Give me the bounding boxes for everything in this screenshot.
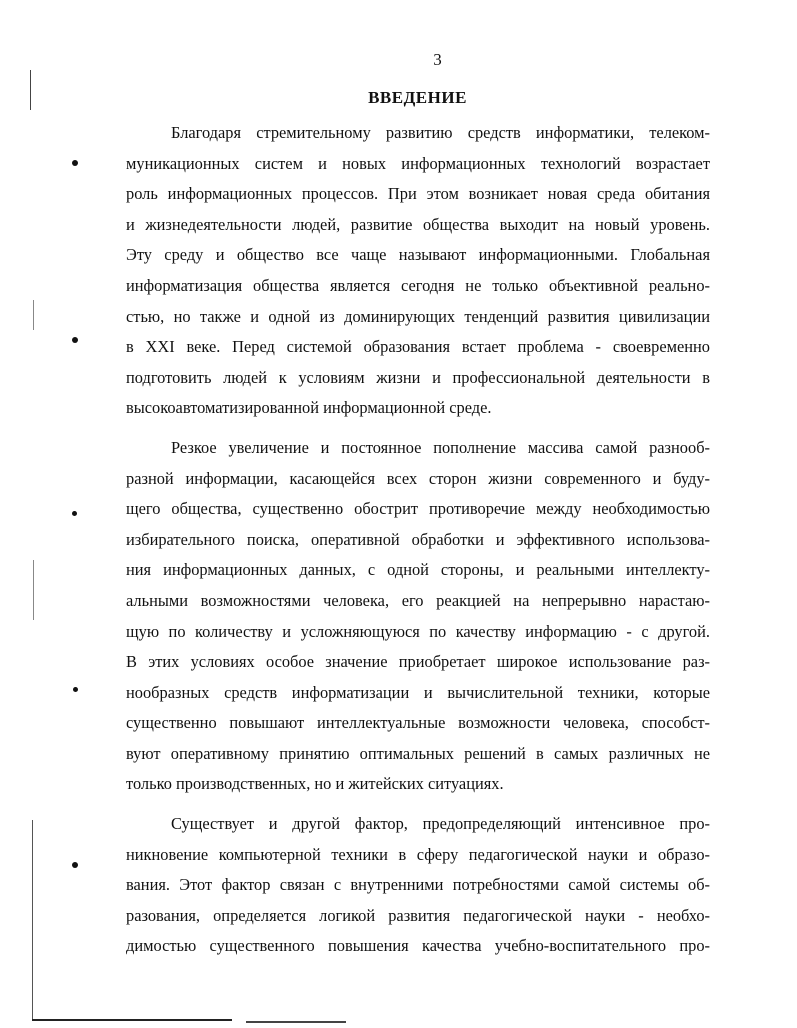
text-line: существенно повышают интеллектуальные возможности человека, способст-: [126, 713, 710, 733]
text-line: Существует и другой фактор, предопределяющий интенсивное про-: [171, 814, 710, 834]
text-line: В этих условиях особое значение приобретает широкое использование раз-: [126, 652, 710, 672]
text-line: никновение компьютерной техники в сферу педагогической науки и образо-: [126, 844, 710, 864]
paragraph-1: [126, 118, 710, 424]
text-line: Эту среду и общество все чаще называют информационными. Глобальная: [126, 245, 710, 265]
text-line: муникационных систем и новых информационных технологий возрастает: [126, 153, 710, 173]
text-line: Резкое увеличение и постоянное пополнение массива самой разнооб-: [171, 437, 710, 457]
scan-margin-line: [33, 560, 34, 620]
scan-bottom-edge: [246, 1021, 346, 1023]
scan-margin-line: [33, 300, 34, 330]
text-line: димостью существенного повышения качества учебно-воспитательного про-: [126, 936, 710, 956]
text-line: и жизнедеятельности людей, развитие общества выходит на новый уровень.: [126, 214, 710, 234]
text-line: щую по количеству и усложняющуюся по качеству информацию - с другой.: [126, 621, 710, 641]
text-line: щего общества, существенно обострит противоречие между необходимостью: [126, 499, 710, 519]
text-line: информатизация общества является сегодня не только объективной реально-: [126, 275, 710, 295]
binding-hole-mark: [72, 160, 78, 166]
text-line: ния информационных данных, с одной стороны, и реальными интеллекту-: [126, 560, 710, 580]
body-text: [126, 118, 710, 962]
text-line: в XXI веке. Перед системой образования встает проблема - своевременно: [126, 337, 710, 357]
paragraph-3: [126, 809, 710, 962]
text-line: разования, определяется логикой развития педагогической науки - необхо-: [126, 905, 710, 925]
scan-bottom-edge: [32, 1019, 232, 1021]
text-line: вания. Этот фактор связан с внутренними потребностями самой системы об-: [126, 875, 710, 895]
binding-hole-mark: [72, 862, 78, 868]
text-line: альными возможностями человека, его реакцией на непрерывно нарастаю-: [126, 590, 710, 610]
binding-hole-mark: [73, 687, 78, 692]
text-line: подготовить людей к условиям жизни и профессиональной деятельности в: [126, 367, 710, 387]
text-line: только производственных, но и житейских ситуациях.: [126, 774, 504, 794]
text-line: разной информации, касающейся всех сторон жизни современного и буду-: [126, 468, 710, 488]
text-line: избирательного поиска, оперативной обработки и эффективного использова-: [126, 529, 710, 549]
text-line: вуют оперативному принятию оптимальных решений в самых различных не: [126, 743, 710, 763]
page-number: 3: [433, 50, 442, 69]
scan-margin-line: [30, 70, 31, 110]
text-line: роль информационных процессов. При этом возникает новая среда обитания: [126, 184, 710, 204]
binding-hole-mark: [72, 511, 77, 516]
page-heading: ВВЕДЕНИЕ: [368, 88, 467, 107]
scan-margin-line: [32, 820, 33, 1020]
text-line: Благодаря стремительному развитию средств информатики, телеком-: [171, 123, 710, 142]
paragraph-2: [126, 433, 710, 800]
text-line: высокоавтоматизированной информационной среде.: [126, 398, 492, 418]
text-line: нообразных средств информатизации и вычислительной техники, которые: [126, 682, 710, 702]
binding-hole-mark: [72, 337, 78, 343]
text-line: стью, но также и одной из доминирующих тенденций развития цивилизации: [126, 306, 710, 326]
